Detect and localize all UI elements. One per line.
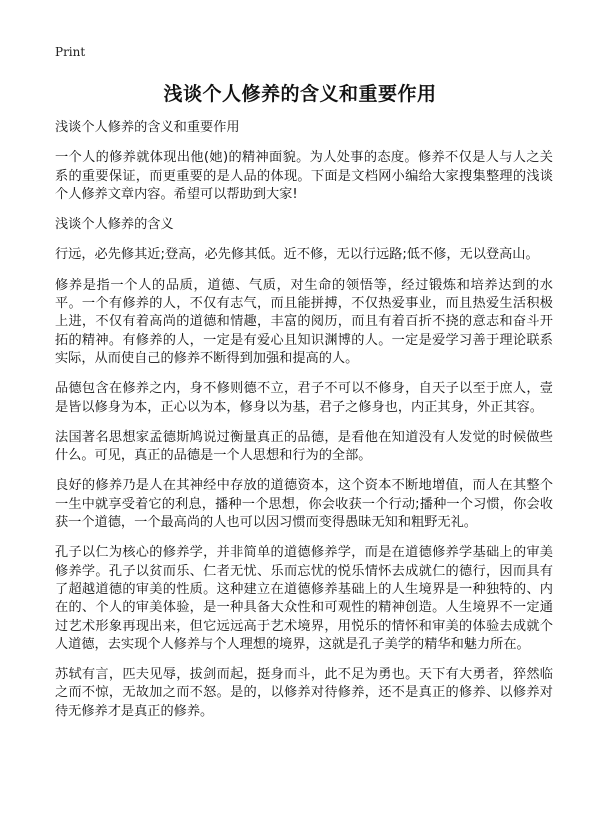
- page-title: 浅谈个人修养的含义和重要作用: [163, 83, 437, 105]
- paragraph: 品德包含在修养之内，身不修则德不立，君子不可以不修身，自天子以至于庶人，壹是皆以修身为本，正心以为本，修身以为基，君子之修身也，内正其身，外正其容。: [55, 381, 553, 415]
- article-body: [55, 119, 553, 733]
- section-heading: 浅谈个人修养的含义: [55, 217, 174, 233]
- print-link[interactable]: Print: [55, 45, 86, 59]
- paragraph: 法国著名思想家孟德斯鸠说过衡量真正的品德，是看他在知道没有人发觉的时候做些什么。可见，真正的品德是一个人思想和行为的全部。: [55, 429, 553, 464]
- paragraph: 良好的修养乃是人在其神经中存放的道德资本，这个资本不断地增值，而人在其整个一生中就享受着它的利息，播种一个思想，你会收获一个行动;播种一个习惯，你会收获一个道德，一个最高尚的人也可以因习惯而变得愚昧无知和粗野无礼。: [55, 478, 553, 531]
- paragraph: 苏轼有言，匹夫见辱，拔剑而起，挺身而斗，此不足为勇也。天下有大勇者，猝然临之而不惊，无故加之而不怒。是的，以修养对待修养，还不是真正的修养、以修养对待无修养才是真正的修养。: [55, 667, 553, 719]
- intro-paragraph: 一个人的修养就体现出他(她)的精神面貌。为人处事的态度。修养不仅是人与人之关系的重要保证，而更重要的是人品的体现。下面是文档网小编给大家搜集整理的浅谈个人修养文章内容。希望可以帮助到大家!: [55, 150, 553, 202]
- article-subtitle: 浅谈个人修养的含义和重要作用: [55, 120, 240, 135]
- paragraph: 修养是指一个人的品质，道德、气质，对生命的领悟等，经过锻炼和培养达到的水平。一个有修养的人，不仅有志气，而且能拼搏，不仅热爱事业，而且热爱生活积极上进，不仅有着高尚的道德和情趣，丰富的阅历，而且有着百折不挠的意志和奋斗开拓的精神。有修养的人，一定是有爱心且知识渊博的人。一定是爱学习善于理论联系实际，从而使自己的修养不断得到加强和提高的人。: [55, 277, 553, 366]
- paragraph: 行远，必先修其近;登高，必先修其低。近不修，无以行远路;低不修，无以登高山。: [55, 247, 539, 263]
- paragraph: 孔子以仁为核心的修养学，并非简单的道德修养学，而是在道德修养学基础上的审美修养学。孔子以贫而乐、仁者无忧、乐而忘忧的悦乐情怀去成就仁的德行，因而具有了超越道德的审美的性质。这种建立在道德修养基础上的人生境界是一种独特的、内在的、个人的审美体验，是一种具备大众性和可观性的精神创造。人生境界不一定通过艺术形象再现出来，但它远远高于艺术境界，用悦乐的情怀和审美的体验去成就个人道德，去实现个人修养与个人理想的境界，这就是孔子美学的精华和魅力所在。: [55, 545, 553, 652]
